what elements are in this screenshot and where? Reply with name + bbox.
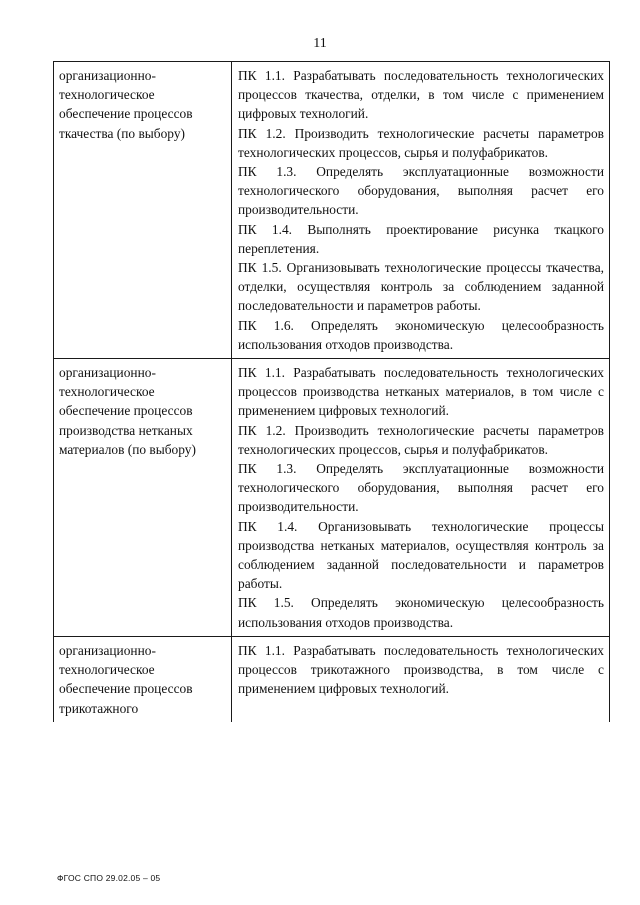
- competency-item: ПК 1.2. Производить технологические расчеты параметров технологических процессов, сырья и полуфабрикатов.: [238, 422, 604, 457]
- activity-cell: [54, 359, 232, 637]
- competencies-cell: [232, 359, 610, 637]
- activity-text: производства нетканых: [59, 422, 193, 438]
- activity-text: трикотажного: [59, 700, 139, 716]
- page-number: 11: [313, 36, 327, 51]
- activity-text: организационно-: [59, 365, 156, 381]
- table-row: [54, 359, 610, 637]
- competency-item: ПК 1.2. Производить технологические расчеты параметров технологических процессов, сырья и полуфабрикатов.: [238, 125, 604, 160]
- competency-item: ПК 1.6. Определять экономическую целесообразность использования отходов производства.: [238, 317, 604, 352]
- activity-text: технологическое: [59, 384, 155, 400]
- activity-text: организационно-: [59, 68, 156, 83]
- competency-item: ПК 1.5. Определять экономическую целесообразность использования отходов производства.: [238, 595, 604, 630]
- competency-item: ПК 1.1. Разрабатывать последовательность технологических процессов трикотажного производства, в том числе с применением цифровых технологий.: [238, 642, 604, 697]
- competency-item: ПК 1.4. Выполнять проектирование рисунка ткацкого переплетения.: [238, 221, 604, 256]
- activity-text: обеспечение процессов: [59, 106, 193, 122]
- competencies-cell: [232, 636, 610, 721]
- competency-item: ПК 1.3. Определять эксплуатационные возможности технологического оборудования, выполняя расчет его производительности.: [238, 164, 604, 218]
- competency-item: ПК 1.4. Организовывать технологические процессы производства нетканых материалов, осуществляя контроль за соблюдением заданной последовательности и параметров работы.: [238, 518, 604, 592]
- competency-item: ПК 1.5. Организовывать технологические процессы ткачества, отделки, осуществляя контроль за соблюдением заданной последовательности и параметров работы.: [238, 260, 604, 314]
- competency-item: ПК 1.1. Разрабатывать последовательность технологических процессов производства нетканых материалов, в том числе с применением цифровых технологий.: [238, 365, 604, 419]
- document-footer: ФГОС СПО 29.02.05 – 05: [57, 873, 161, 883]
- activity-text: организационно-: [59, 642, 156, 658]
- activity-text: материалов (по выбору): [59, 441, 196, 457]
- competency-item: ПК 1.1. Разрабатывать последовательность технологических процессов ткачества, отделки, в том числе с применением цифровых технологий.: [238, 68, 604, 122]
- table-row: [54, 636, 610, 721]
- competency-table: [53, 61, 610, 722]
- activity-text: ткачества (по выбору): [59, 125, 185, 141]
- activity-cell: [54, 636, 232, 721]
- activity-text: обеспечение процессов: [59, 681, 193, 697]
- competency-item: ПК 1.3. Определять эксплуатационные возможности технологического оборудования, выполняя расчет его производительности.: [238, 461, 604, 515]
- table-row: [54, 62, 610, 359]
- activity-cell: [54, 62, 232, 359]
- activity-text: обеспечение процессов: [59, 403, 193, 419]
- activity-text: технологическое: [59, 87, 155, 103]
- activity-text: технологическое: [59, 662, 155, 678]
- competencies-cell: [232, 62, 610, 359]
